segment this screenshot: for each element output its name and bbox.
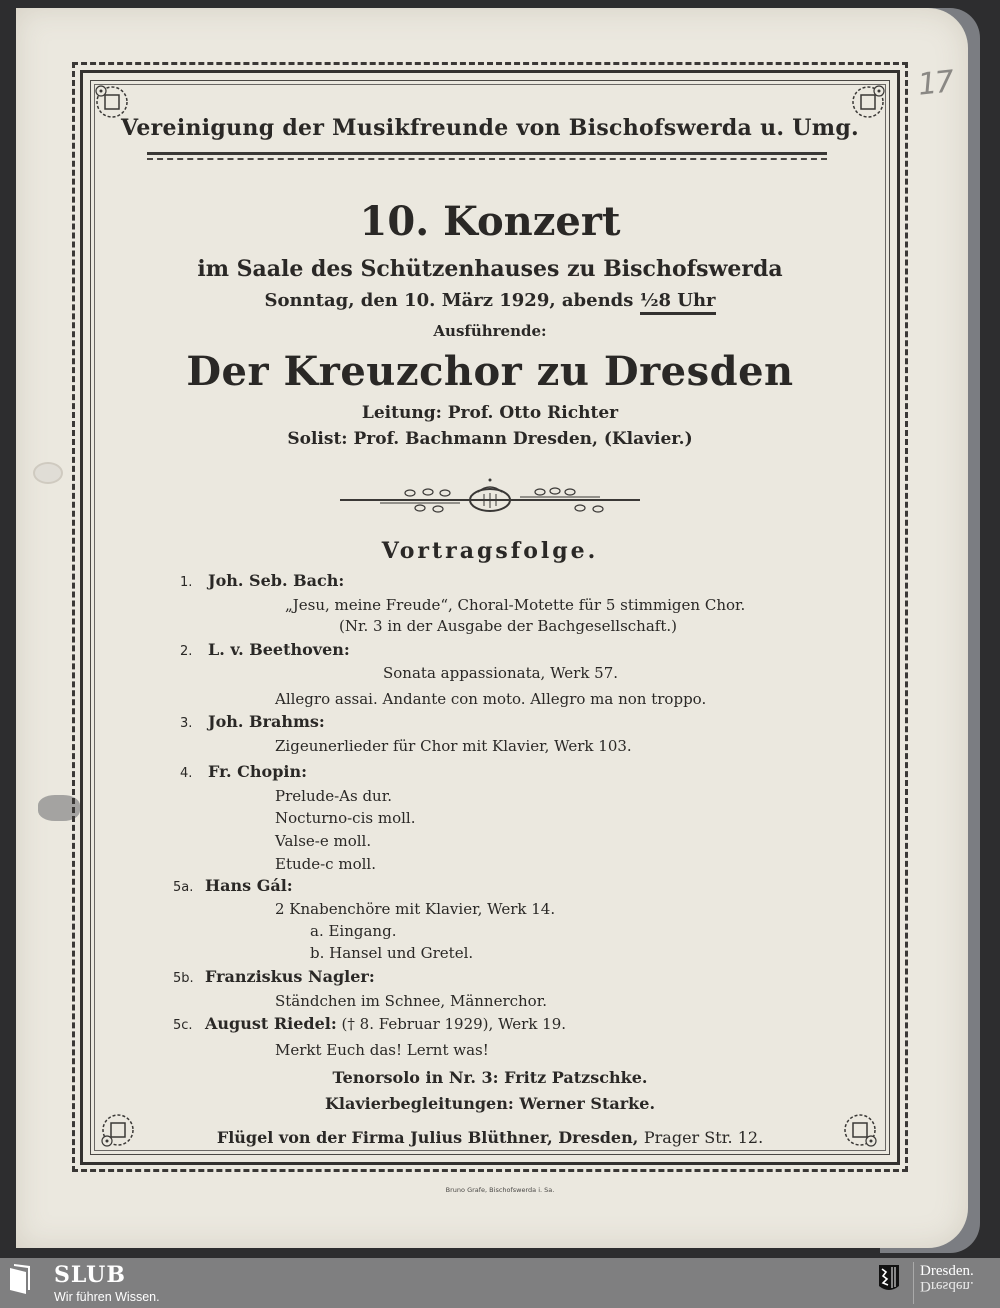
program-item-composer: Joh. Seb. Bach: [208,571,345,590]
program-item-number: 5b. [173,971,194,986]
concert-date [100,290,880,311]
program-item-number: 1. [180,575,193,590]
program-item-composer: August Riedel: [205,1014,337,1033]
punch-hole [33,462,63,484]
society-name: Vereinigung der Musikfreunde von Bischofswerda u. Umg. [120,115,859,141]
program-item-composer: L. v. Beethoven: [208,640,350,659]
header-rule-dashed [147,158,827,160]
program-item-composer-note: († 8. Februar 1929), Werk 19. [341,1015,567,1033]
footer-bar [0,1258,1000,1308]
program-item-work: Zigeunerlieder für Chor mit Klavier, Werk 103. [275,737,632,755]
city-logo-text-mirrored: Dresden. [920,1278,974,1294]
header-rule [147,152,827,155]
soloist: Solist: Prof. Bachmann Dresden, (Klavier.) [287,429,693,449]
program-item-work: Valse-e moll. [275,832,372,850]
grand-piano-firm: Flügel von der Firma Julius Blüthner, Dresden, [216,1128,639,1147]
program-item-composer: Hans Gál: [205,876,293,895]
program-item-work: Nocturno-cis moll. [275,809,416,827]
library-name[interactable]: SLUB [54,1262,126,1288]
program-item-work: 2 Knabenchöre mit Klavier, Werk 14. [275,900,556,918]
program-item-number: 2. [180,644,193,659]
program-item [180,712,325,734]
program-item-work: Allegro assai. Andante con moto. Allegro ma non troppo. [275,690,707,708]
program-item-number: 5c. [173,1018,193,1033]
tenor-solo: Tenorsolo in Nr. 3: Fritz Patzschke. [332,1068,648,1087]
program-item [180,640,350,662]
venue: im Saale des Schützenhauses zu Bischofswerda [197,256,783,282]
program-item-work: a. Eingang. [310,922,397,940]
program-item-composer: Joh. Brahms: [208,712,325,731]
program-item-composer: Fr. Chopin: [208,762,308,781]
concert-title: 10. Konzert [359,198,621,245]
program-item-work: Merkt Euch das! Lernt was! [275,1041,489,1059]
grand-piano-address: Prager Str. 12. [643,1128,764,1147]
printer-credit: Bruno Grafe, Bischofswerda i. Sa. [445,1186,555,1194]
program-item-composer: Franziskus Nagler: [205,967,375,986]
program-item [173,967,375,989]
program-item-work: Etude-c moll. [275,855,376,873]
date-text: Sonntag, den 10. März 1929, abends [264,290,634,311]
conductor: Leitung: Prof. Otto Richter [361,403,619,423]
program-item-work: (Nr. 3 in der Ausgabe der Bachgesellschaft.) [339,617,677,635]
dresden-crest-icon[interactable] [878,1264,900,1294]
program-item-work: Prelude-As dur. [275,787,392,805]
library-tagline: Wir führen Wissen. [54,1290,160,1304]
book-icon [8,1264,36,1294]
program-item-work: Ständchen im Schnee, Männerchor. [275,992,548,1010]
grand-piano-credit [100,1128,880,1147]
program-item-number: 5a. [173,880,194,895]
choir-name: Der Kreuzchor zu Dresden [186,348,794,395]
program-item [173,876,293,898]
program-item-number: 3. [180,716,193,731]
program-item-number: 4. [180,766,193,781]
performers-label: Ausführende: [433,322,547,340]
program-item [180,571,344,593]
city-logo-text[interactable]: Dresden. [920,1263,974,1279]
program-item-work: „Jesu, meine Freude“, Choral-Motette für 5 stimmigen Chor. [285,596,746,614]
concert-time: ½8 Uhr [640,290,716,315]
footer-divider [913,1262,914,1304]
piano-accompaniment: Klavierbegleitungen: Werner Starke. [324,1094,656,1113]
program-title: Vortragsfolge. [381,538,599,564]
handwritten-page-number: 17 [916,64,954,103]
program-item-work: b. Hansel und Gretel. [310,944,474,962]
program-item [180,762,307,784]
lyre-vine-ornament-icon [340,478,640,522]
program-item [173,1014,566,1036]
program-item-work: Sonata appassionata, Werk 57. [383,664,619,682]
